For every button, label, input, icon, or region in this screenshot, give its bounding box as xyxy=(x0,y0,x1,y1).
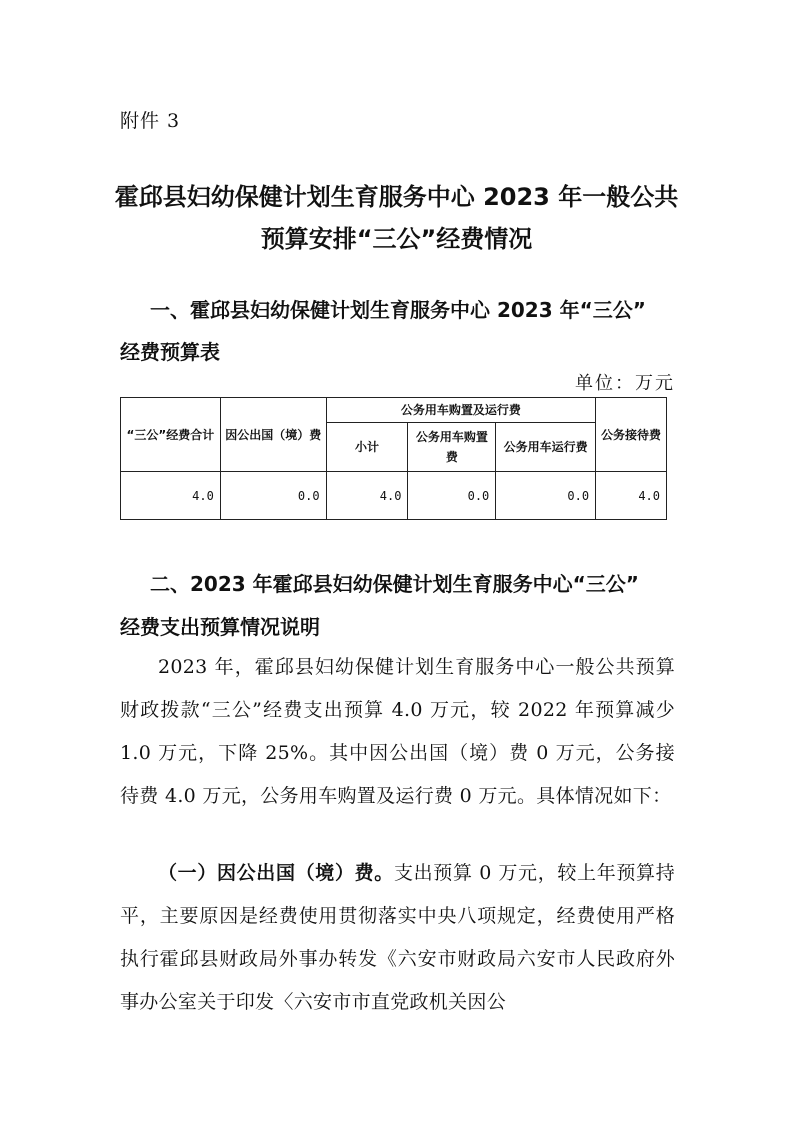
value-reception: 4.0 xyxy=(596,472,667,520)
header-operation: 公务用车运行费 xyxy=(496,423,596,472)
header-subtotal: 小计 xyxy=(326,423,408,472)
header-abroad: 因公出国（境）费 xyxy=(220,398,326,472)
header-total: “三公”经费合计 xyxy=(121,398,221,472)
header-reception: 公务接待费 xyxy=(596,398,667,472)
value-subtotal: 4.0 xyxy=(326,472,408,520)
section2-heading-line2: 经费支出预算情况说明 xyxy=(120,615,320,639)
subsection-text: 支出预算 0 万元，较上年预算持平，主要原因是经费使用贯彻落实中央八项规定，经费使用严格执行霍邱县财政局外事办转发《六安市财政局六安市人民政府外事办公室关于印发〈六安市市直党政机关因公 xyxy=(120,862,675,1013)
attachment-label: 附件 3 xyxy=(120,110,181,132)
page-title-line2: 预算安排“三公”经费情况 xyxy=(260,225,533,253)
value-total: 4.0 xyxy=(121,472,221,520)
header-vehicle-group: 公务用车购置及运行费 xyxy=(326,398,595,423)
header-purchase: 公务用车购置费 xyxy=(408,423,496,472)
subsection-heading: （一）因公出国（境）费。 xyxy=(158,862,394,884)
budget-table xyxy=(120,397,667,520)
table-row xyxy=(121,472,667,520)
unit-label: 单位：万元 xyxy=(575,373,675,394)
body-paragraph-1: 2023 年，霍邱县妇幼保健计划生育服务中心一般公共预算财政拨款“三公”经费支出预算 4.0 万元，较 2022 年预算减少 1.0 万元，下降 25%。其中因公出国（境）费 0 万元，公务接待费 4.0 万元，公务用车购置及运行费 0 万元。具体情况如下： xyxy=(120,656,675,807)
value-abroad: 0.0 xyxy=(220,472,326,520)
value-purchase: 0.0 xyxy=(408,472,496,520)
section2-heading-line1: 二、2023 年霍邱县妇幼保健计划生育服务中心“三公” xyxy=(150,572,639,596)
page-title-line1: 霍邱县妇幼保健计划生育服务中心 2023 年一般公共 xyxy=(114,183,679,211)
section1-heading-line2: 经费预算表 xyxy=(120,340,220,364)
value-operation: 0.0 xyxy=(496,472,596,520)
body-paragraph-2 xyxy=(120,852,675,1024)
section1-heading-line1: 一、霍邱县妇幼保健计划生育服务中心 2023 年“三公” xyxy=(150,298,646,322)
